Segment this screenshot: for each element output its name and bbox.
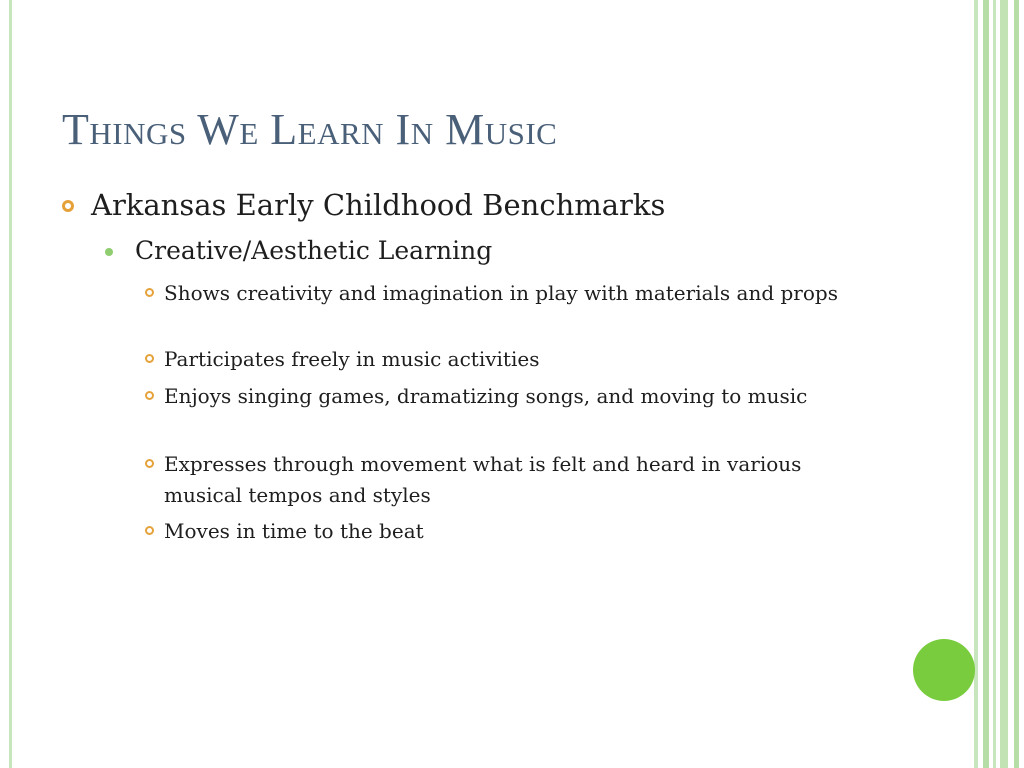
bullet-level3-text: Participates freely in music activities: [164, 347, 540, 371]
stripe-2: [983, 0, 989, 768]
slide-title: Things We Learn In Music: [62, 105, 558, 154]
bullet-level1: [62, 188, 665, 222]
ring-bullet-icon: [145, 391, 154, 400]
ring-bullet-icon: [145, 526, 154, 535]
bullet-level3-text: Enjoys singing games, dramatizing songs, and moving to music: [164, 384, 808, 408]
ring-bullet-icon: [145, 459, 154, 468]
bullet-level3-item: [145, 381, 865, 412]
ring-bullet-icon: [62, 200, 74, 212]
bullet-level3-text: Moves in time to the beat: [164, 519, 424, 543]
stripe-4: [1000, 0, 1008, 768]
bullet-level3-item: [145, 516, 865, 547]
bullet-level3-item: [145, 278, 865, 309]
bullet-level1-text: Arkansas Early Childhood Benchmarks: [91, 188, 666, 222]
stripe-3: [993, 0, 996, 768]
bullet-level3-text: Expresses through movement what is felt and heard in various musical tempos and styles: [164, 452, 802, 507]
bullet-level3-item: [145, 344, 865, 375]
right-decorative-stripes: [974, 0, 1024, 768]
bullet-level3-text: Shows creativity and imagination in play with materials and props: [164, 281, 838, 305]
green-circle-decoration: [913, 639, 975, 701]
left-border-line: [9, 0, 12, 768]
stripe-1: [974, 0, 978, 768]
dot-bullet-icon: [105, 248, 113, 256]
bullet-level3-item: [145, 449, 865, 511]
ring-bullet-icon: [145, 288, 154, 297]
ring-bullet-icon: [145, 354, 154, 363]
stripe-5: [1014, 0, 1019, 768]
bullet-level2: [105, 236, 492, 265]
bullet-level2-text: Creative/Aesthetic Learning: [135, 236, 493, 265]
